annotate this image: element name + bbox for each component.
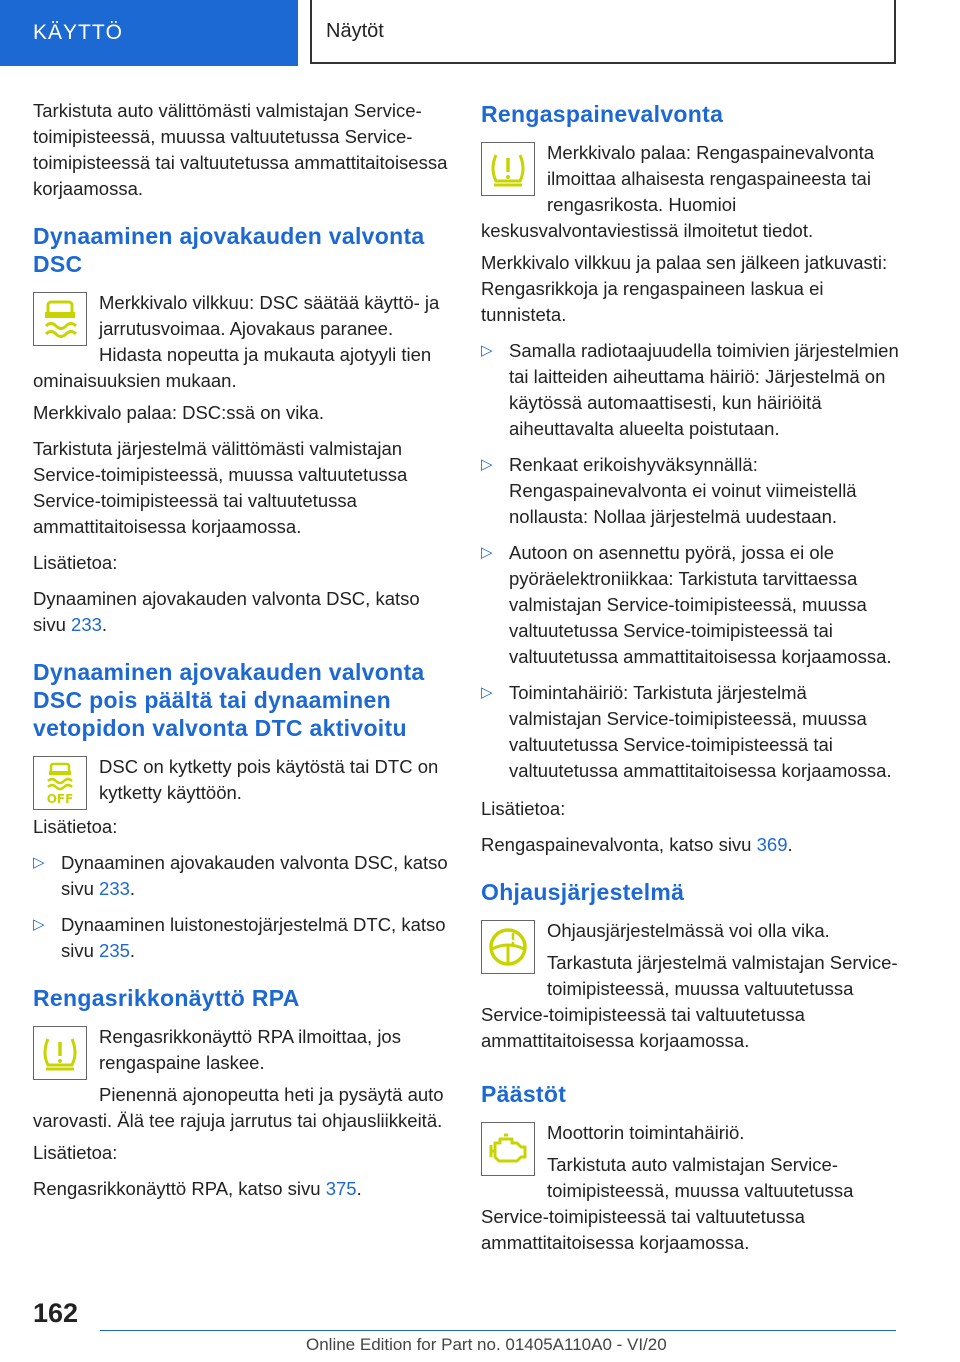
engine-warning-icon (481, 1122, 535, 1176)
rpa-paragraph-1: Rengasrikkonäyttö RPA ilmoittaa, jos rengaspaine laskee. (99, 1026, 401, 1073)
triangle-bullet-icon: ▷ (33, 854, 45, 871)
steering-block (481, 918, 899, 1060)
page-link-233[interactable]: 233 (71, 614, 102, 635)
section-label: KÄYTTÖ (33, 21, 124, 44)
steering-wheel-warning-icon (481, 920, 535, 974)
triangle-bullet-icon: ▷ (33, 916, 45, 933)
dtc-paragraph-1: DSC on kytketty pois käytöstä tai DTC on kytketty käyttöön. (99, 756, 439, 803)
dsc-more-label: Lisätietoa: (33, 552, 118, 573)
list-item: ▷ Renkaat erikoishyväksynnällä: Rengaspainevalvonta ei voinut viimeistellä nollausta: Nollaa järjestelmä uudestaan. (481, 454, 857, 527)
rpa-more-label: Lisätietoa: (33, 1142, 118, 1163)
steering-heading: Ohjausjärjestelmä (481, 879, 685, 905)
list-item: ▷ Dynaaminen luistonestojärjestelmä DTC, katso sivu 235. (33, 914, 446, 961)
dtc-more-label: Lisätietoa: (33, 816, 118, 837)
dsc-off-icon (33, 756, 87, 810)
emissions-heading: Päästöt (481, 1081, 567, 1107)
triangle-bullet-icon: ▷ (481, 456, 493, 473)
footer-divider (100, 1330, 896, 1331)
list-item: ▷ Samalla radiotaajuudella toimivien järjestelmien tai laitteiden aiheuttama häiriö: Järjestelmä on käytössä automaattisesti, kun häiriöitä aiheuttavalta alueelta poistutaan. (481, 340, 899, 439)
tpm-bullet-list (481, 338, 899, 784)
dsc-block (33, 290, 451, 400)
tpm-block (481, 140, 899, 250)
triangle-bullet-icon: ▷ (481, 684, 493, 701)
rpa-reference: Rengasrikkonäyttö RPA, katso sivu 375. (33, 1178, 362, 1199)
edition-footer: Online Edition for Part no. 01405A110A0 - VI/20 (306, 1335, 667, 1354)
triangle-bullet-icon: ▷ (481, 342, 493, 359)
page-number: 162 (33, 1298, 79, 1328)
section-tab (0, 0, 298, 66)
page-link-233[interactable]: 233 (99, 878, 130, 899)
dtc-heading: Dynaaminen ajovakauden valvonta DSC pois päältä tai dynaaminen vetopidon valvonta DTC aktivoitu (33, 659, 425, 741)
dsc-heading: Dynaaminen ajovakauden valvonta DSC (33, 223, 425, 277)
tpm-more-label: Lisätietoa: (481, 798, 566, 819)
page-link-369[interactable]: 369 (756, 834, 788, 855)
list-item: ▷ Toimintahäiriö: Tarkistuta järjestelmä valmistajan Service-toimipisteessä, muussa valtuutetussa Service-toimipisteessä tai valtuutetussa ammattitaitoisessa korjaamossa. (481, 682, 892, 781)
tire-pressure-monitor-icon (481, 142, 535, 196)
dsc-warning-icon (33, 292, 87, 346)
tpm-paragraph-2: Merkkivalo vilkkuu ja palaa sen jälkeen jatkuvasti: Rengasrikkoja ja rengaspaineen laskua ei tunnisteta. (481, 252, 888, 325)
steering-paragraph-2: Tarkastuta järjestelmä valmistajan Service-toimipisteessä, muussa valtuutetussa Service-toimipisteessä tai valtuutetussa ammattitaitoisessa korjaamossa. (481, 952, 898, 1051)
dsc-paragraph-3: Tarkistuta järjestelmä välittömästi valmistajan Service-toimipisteessä, muussa valtuutetussa Service-toimipisteessä tai valtuutetussa ammattitaitoisessa korjaamossa. (33, 438, 408, 537)
page-link-235[interactable]: 235 (99, 940, 130, 961)
list-item: ▷ Autoon on asennettu pyörä, jossa ei ole pyöräelektroniikkaa: Tarkistuta tarvittaessa valmistajan Service-toimipisteessä, muussa valtuutetussa Service-toimipisteessä tai valtuutetussa ammattitaitoisessa korjaamossa. (481, 542, 892, 667)
dsc-paragraph-1: Merkkivalo vilkkuu: DSC säätää käyttö- ja jarrutusvoimaa. Ajovakaus paranee. Hidasta nopeutta ja mukauta ajotyyli tien ominaisuuksien mukaan. (33, 292, 440, 391)
rpa-heading: Rengasrikkonäyttö RPA (33, 985, 300, 1011)
tpm-reference: Rengaspainevalvonta, katso sivu 369. (481, 834, 793, 855)
right-column (481, 98, 899, 1262)
chapter-label: Näytöt (326, 19, 384, 42)
rpa-paragraph-2: Pienennä ajonopeutta heti ja pysäytä auto varovasti. Älä tee rajuja jarrutus tai ohjausliikkeitä. (33, 1084, 444, 1131)
dsc-paragraph-2: Merkkivalo palaa: DSC:ssä on vika. (33, 402, 324, 423)
tpm-heading: Rengaspainevalvonta (481, 101, 724, 127)
emissions-block (481, 1120, 899, 1262)
dtc-block (33, 754, 451, 814)
emissions-paragraph-1: Moottorin toimintahäiriö. (547, 1122, 745, 1143)
left-column (33, 98, 451, 1212)
steering-paragraph-1: Ohjausjärjestelmässä voi olla vika. (547, 920, 830, 941)
chapter-tab (310, 0, 896, 64)
rpa-block (33, 1024, 451, 1140)
svg-text:OFF: OFF (46, 792, 74, 805)
tire-pressure-warning-icon (33, 1026, 87, 1080)
list-item: ▷ Dynaaminen ajovakauden valvonta DSC, katso sivu 233. (33, 852, 448, 899)
page-header (0, 0, 960, 66)
dsc-reference: Dynaaminen ajovakauden valvonta DSC, katso sivu 233. (33, 588, 420, 635)
tpm-paragraph-1: Merkkivalo palaa: Rengaspainevalvonta ilmoittaa alhaisesta rengaspaineesta tai rengasrikosta. Huomioi keskusvalvontaviestissä ilmoitetut tiedot. (481, 142, 875, 241)
triangle-bullet-icon: ▷ (481, 544, 493, 561)
emissions-paragraph-2: Tarkistuta auto valmistajan Service-toimipisteessä, muussa valtuutetussa Service-toimipisteessä tai valtuutetussa ammattitaitoisessa korjaamossa. (481, 1154, 854, 1253)
page-link-375[interactable]: 375 (325, 1178, 357, 1199)
intro-paragraph: Tarkistuta auto välittömästi valmistajan Service-toimipisteessä, muussa valtuutetussa Service-toimipisteessä tai valtuutetussa ammattitaitoisessa korjaamossa. (33, 100, 448, 199)
dtc-reference-list (33, 850, 451, 964)
